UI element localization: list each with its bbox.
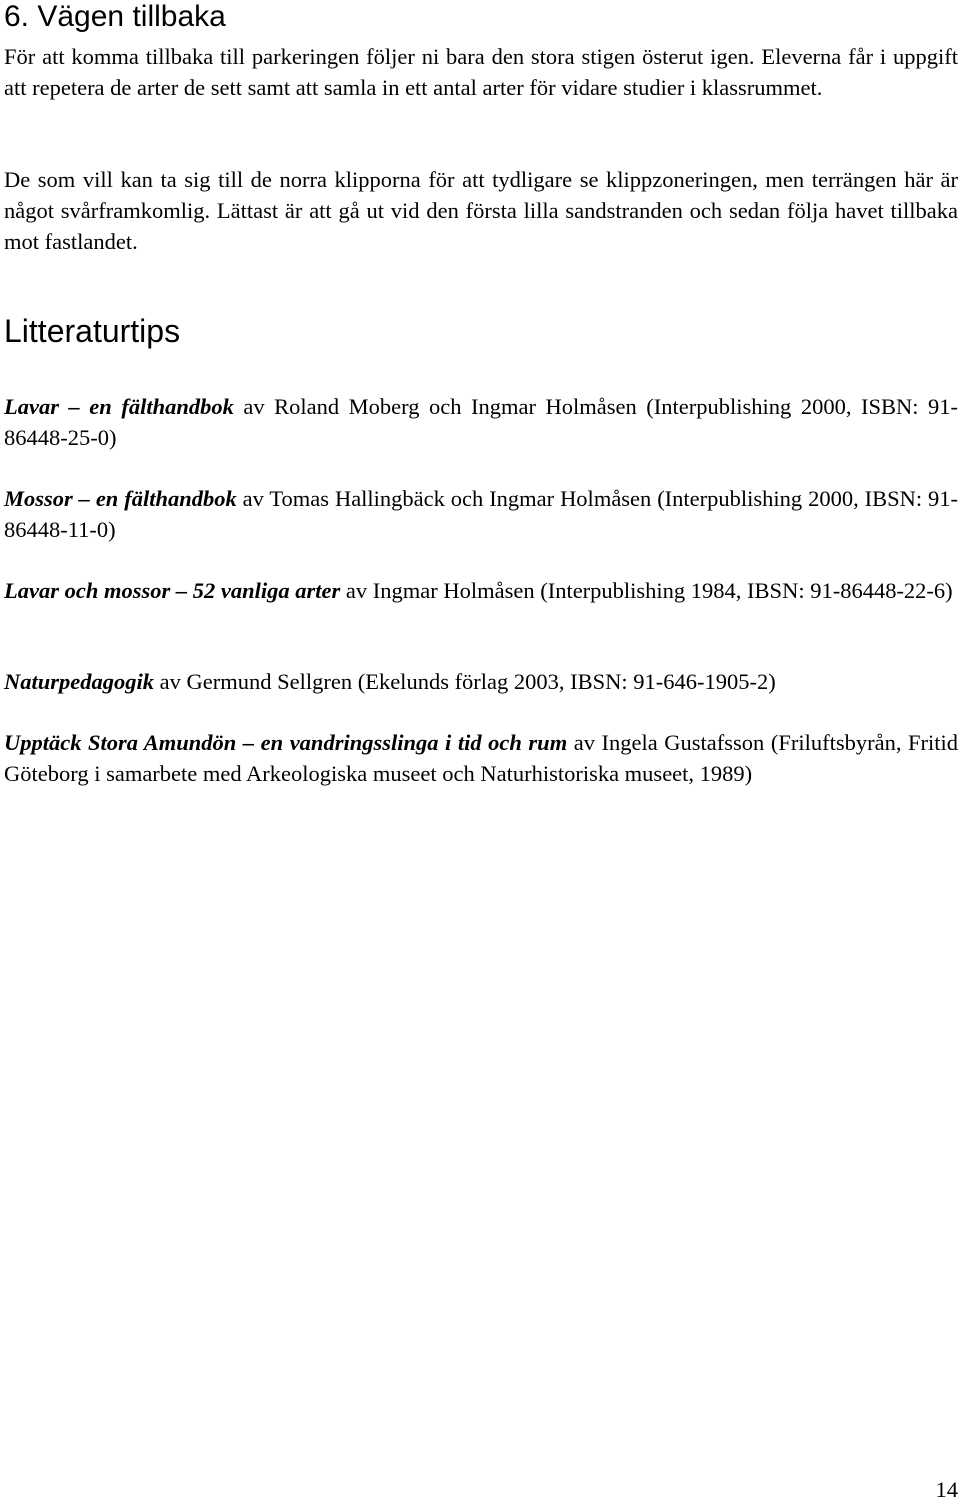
reference-entry (4, 391, 958, 453)
reference-details: av Roland Moberg och Ingmar Holmåsen (Interpublishing 2000, ISBN: 91-86448-25-0) (4, 394, 959, 450)
reference-entry (4, 575, 958, 606)
reference-details: av Germund Sellgren (Ekelunds förlag 2003, IBSN: 91-646-1905-2) (154, 669, 776, 694)
page-number: 14 (935, 1477, 958, 1502)
reference-details: av Ingmar Holmåsen (Interpublishing 1984, IBSN: 91-86448-22-6) (340, 578, 953, 603)
section-heading-vagen-tillbaka: 6. Vägen tillbaka (4, 0, 226, 33)
section-heading-litteraturtips: Litteraturtips (4, 313, 181, 349)
reference-title: Mossor – en fälthandbok (4, 486, 237, 511)
paragraph-northern-cliffs: De som vill kan ta sig till de norra klipporna för att tydligare se klippzoneringen, men terrängen här är något svårframkomlig. Lättast är att gå ut vid den första lilla sandstranden och sedan följa havet tillbaka mot fastlandet. (4, 167, 958, 254)
reference-title: Lavar och mossor – 52 vanliga arter (4, 578, 341, 603)
reference-entry (4, 666, 958, 697)
reference-title: Naturpedagogik (4, 669, 155, 694)
paragraph-return-path: För att komma tillbaka till parkeringen följer ni bara den stora stigen österut igen. Eleverna får i uppgift att repetera de arter de sett samt att samla in ett antal arter för vidare studier i klassrummet. (4, 44, 958, 100)
reference-title: Upptäck Stora Amundön – en vandringsslinga i tid och rum (4, 730, 568, 755)
reference-title: Lavar – en fälthandbok (4, 394, 234, 419)
reference-details: av Ingela Gustafsson (Friluftsbyrån, Fritid Göteborg i samarbete med Arkeologiska museet och Naturhistoriska museet, 1989) (4, 730, 958, 786)
reference-entry (4, 727, 958, 789)
reference-details: av Tomas Hallingbäck och Ingmar Holmåsen (Interpublishing 2000, IBSN: 91-86448-11-0) (4, 486, 958, 542)
reference-entry (4, 483, 958, 545)
